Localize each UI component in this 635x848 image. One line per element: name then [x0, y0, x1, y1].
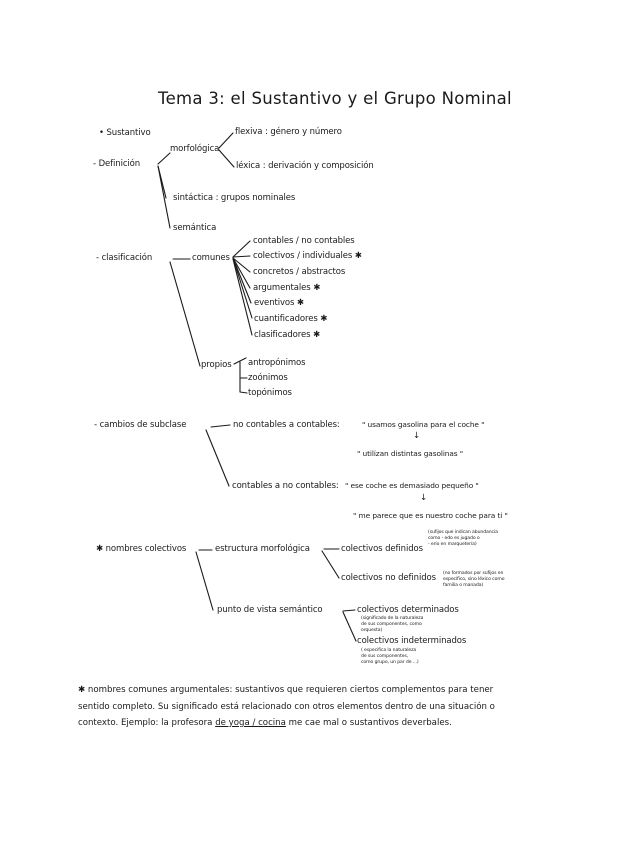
comunes-item-2: colectivos / individuales ✱ [253, 251, 362, 261]
comunes-item-5: eventivos ✱ [254, 298, 304, 308]
semantica-label: semántica [173, 223, 217, 233]
line-colect-sem [196, 552, 213, 610]
line-comunes-6 [233, 258, 252, 318]
footnote-text-2: me cae mal o sustantivos deverbales. [285, 718, 452, 728]
line-cambios-nc [211, 425, 230, 427]
page-title: Tema 3: el Sustantivo y el Grupo Nominal [158, 89, 512, 108]
colectivos-label: ✱ nombres colectivos [96, 544, 187, 554]
arrow-1: ↓ [413, 431, 421, 441]
line-morf-flexiva [219, 133, 233, 148]
sintactica-label: sintáctica : grupos nominales [173, 193, 296, 203]
footnote-underlined: de yoga / cocina [215, 718, 286, 728]
colectivos-indeterminados-label: colectivos indeterminados [357, 636, 467, 646]
line-comunes-2 [233, 256, 250, 257]
definicion-label: - Definición [93, 159, 141, 169]
sustantivo-label: • Sustantivo [99, 128, 151, 138]
line-def-semantica [158, 166, 170, 228]
footnote-text-1: ✱ nombres comunes argumentales: sustantivos que requieren ciertos complementos para tener sentido completo. Su significado está relacionado con otros elementos dentro de una situación o contexto. Ejemplo: la profesora [78, 685, 495, 728]
line-cambios-c [206, 430, 229, 486]
comunes-item-1: contables / no contables [253, 236, 355, 246]
c-a-nc-label: contables a no contables: [232, 481, 339, 491]
example-1b: " utilizan distintas gasolinas " [357, 449, 464, 458]
punto-de-vista-semantico-label: punto de vista semántico [217, 605, 323, 615]
morfologica-label: morfológica [170, 144, 220, 154]
propios-item-1: antropónimos [248, 358, 306, 368]
line-propios-bracket [234, 358, 247, 393]
comunes-item-3: concretos / abstractos [253, 267, 346, 277]
footnote-paragraph [78, 682, 518, 732]
nc-a-c-label: no contables a contables: [233, 420, 340, 430]
line-clasif-propios [170, 262, 200, 366]
lexica-label: léxica : derivación y composición [236, 161, 374, 171]
indeterminados-note: ( especifica la naturaleza de sus componentes, como grupo, un par de ...) [361, 648, 419, 665]
propios-item-3: topónimos [248, 388, 292, 398]
colectivos-definidos-label: colectivos definidos [341, 544, 423, 554]
propios-item-2: zoónimos [248, 373, 288, 383]
comunes-item-7: clasificadores ✱ [254, 330, 321, 340]
example-2: " ese coche es demasiado pequeño " [345, 481, 479, 490]
colectivos-determinados-label: colectivos determinados [357, 605, 459, 615]
comunes-item-4: argumentales ✱ [253, 283, 321, 293]
flexiva-label: flexiva : género y número [235, 127, 342, 137]
line-comunes-1 [233, 241, 250, 257]
comunes-item-6: cuantificadores ✱ [254, 314, 328, 324]
clasificacion-label: - clasificación [96, 253, 153, 263]
line-sem-determinados [343, 610, 355, 611]
cambios-label: - cambios de subclase [94, 420, 187, 430]
arrow-2: ↓ [420, 493, 428, 503]
colectivos-no-definidos-label: colectivos no definidos [341, 573, 436, 583]
definidos-note: (sufijos que indican abundancia como - edo es jugado o - erío en marquetería) [428, 530, 498, 547]
line-morf-lexica [219, 150, 234, 167]
example-2b: " me parece que es nuestro coche para ti " [353, 511, 508, 520]
propios-label: propios [201, 360, 232, 370]
determinados-note: (significado de la naturaleza de sus componentes, como orquesta) [361, 616, 424, 633]
no-definidos-note: (no formados por sufijos en específico, sino léxico como familia o manada) [443, 571, 505, 588]
line-sem-indeterminados [343, 612, 356, 641]
line-morf-nodefinidos [322, 551, 339, 578]
line-def-morfologica [158, 153, 170, 164]
comunes-label: comunes [192, 253, 230, 263]
example-1: " usamos gasolina para el coche " [362, 420, 485, 429]
estructura-morfologica-label: estructura morfológica [215, 544, 310, 554]
